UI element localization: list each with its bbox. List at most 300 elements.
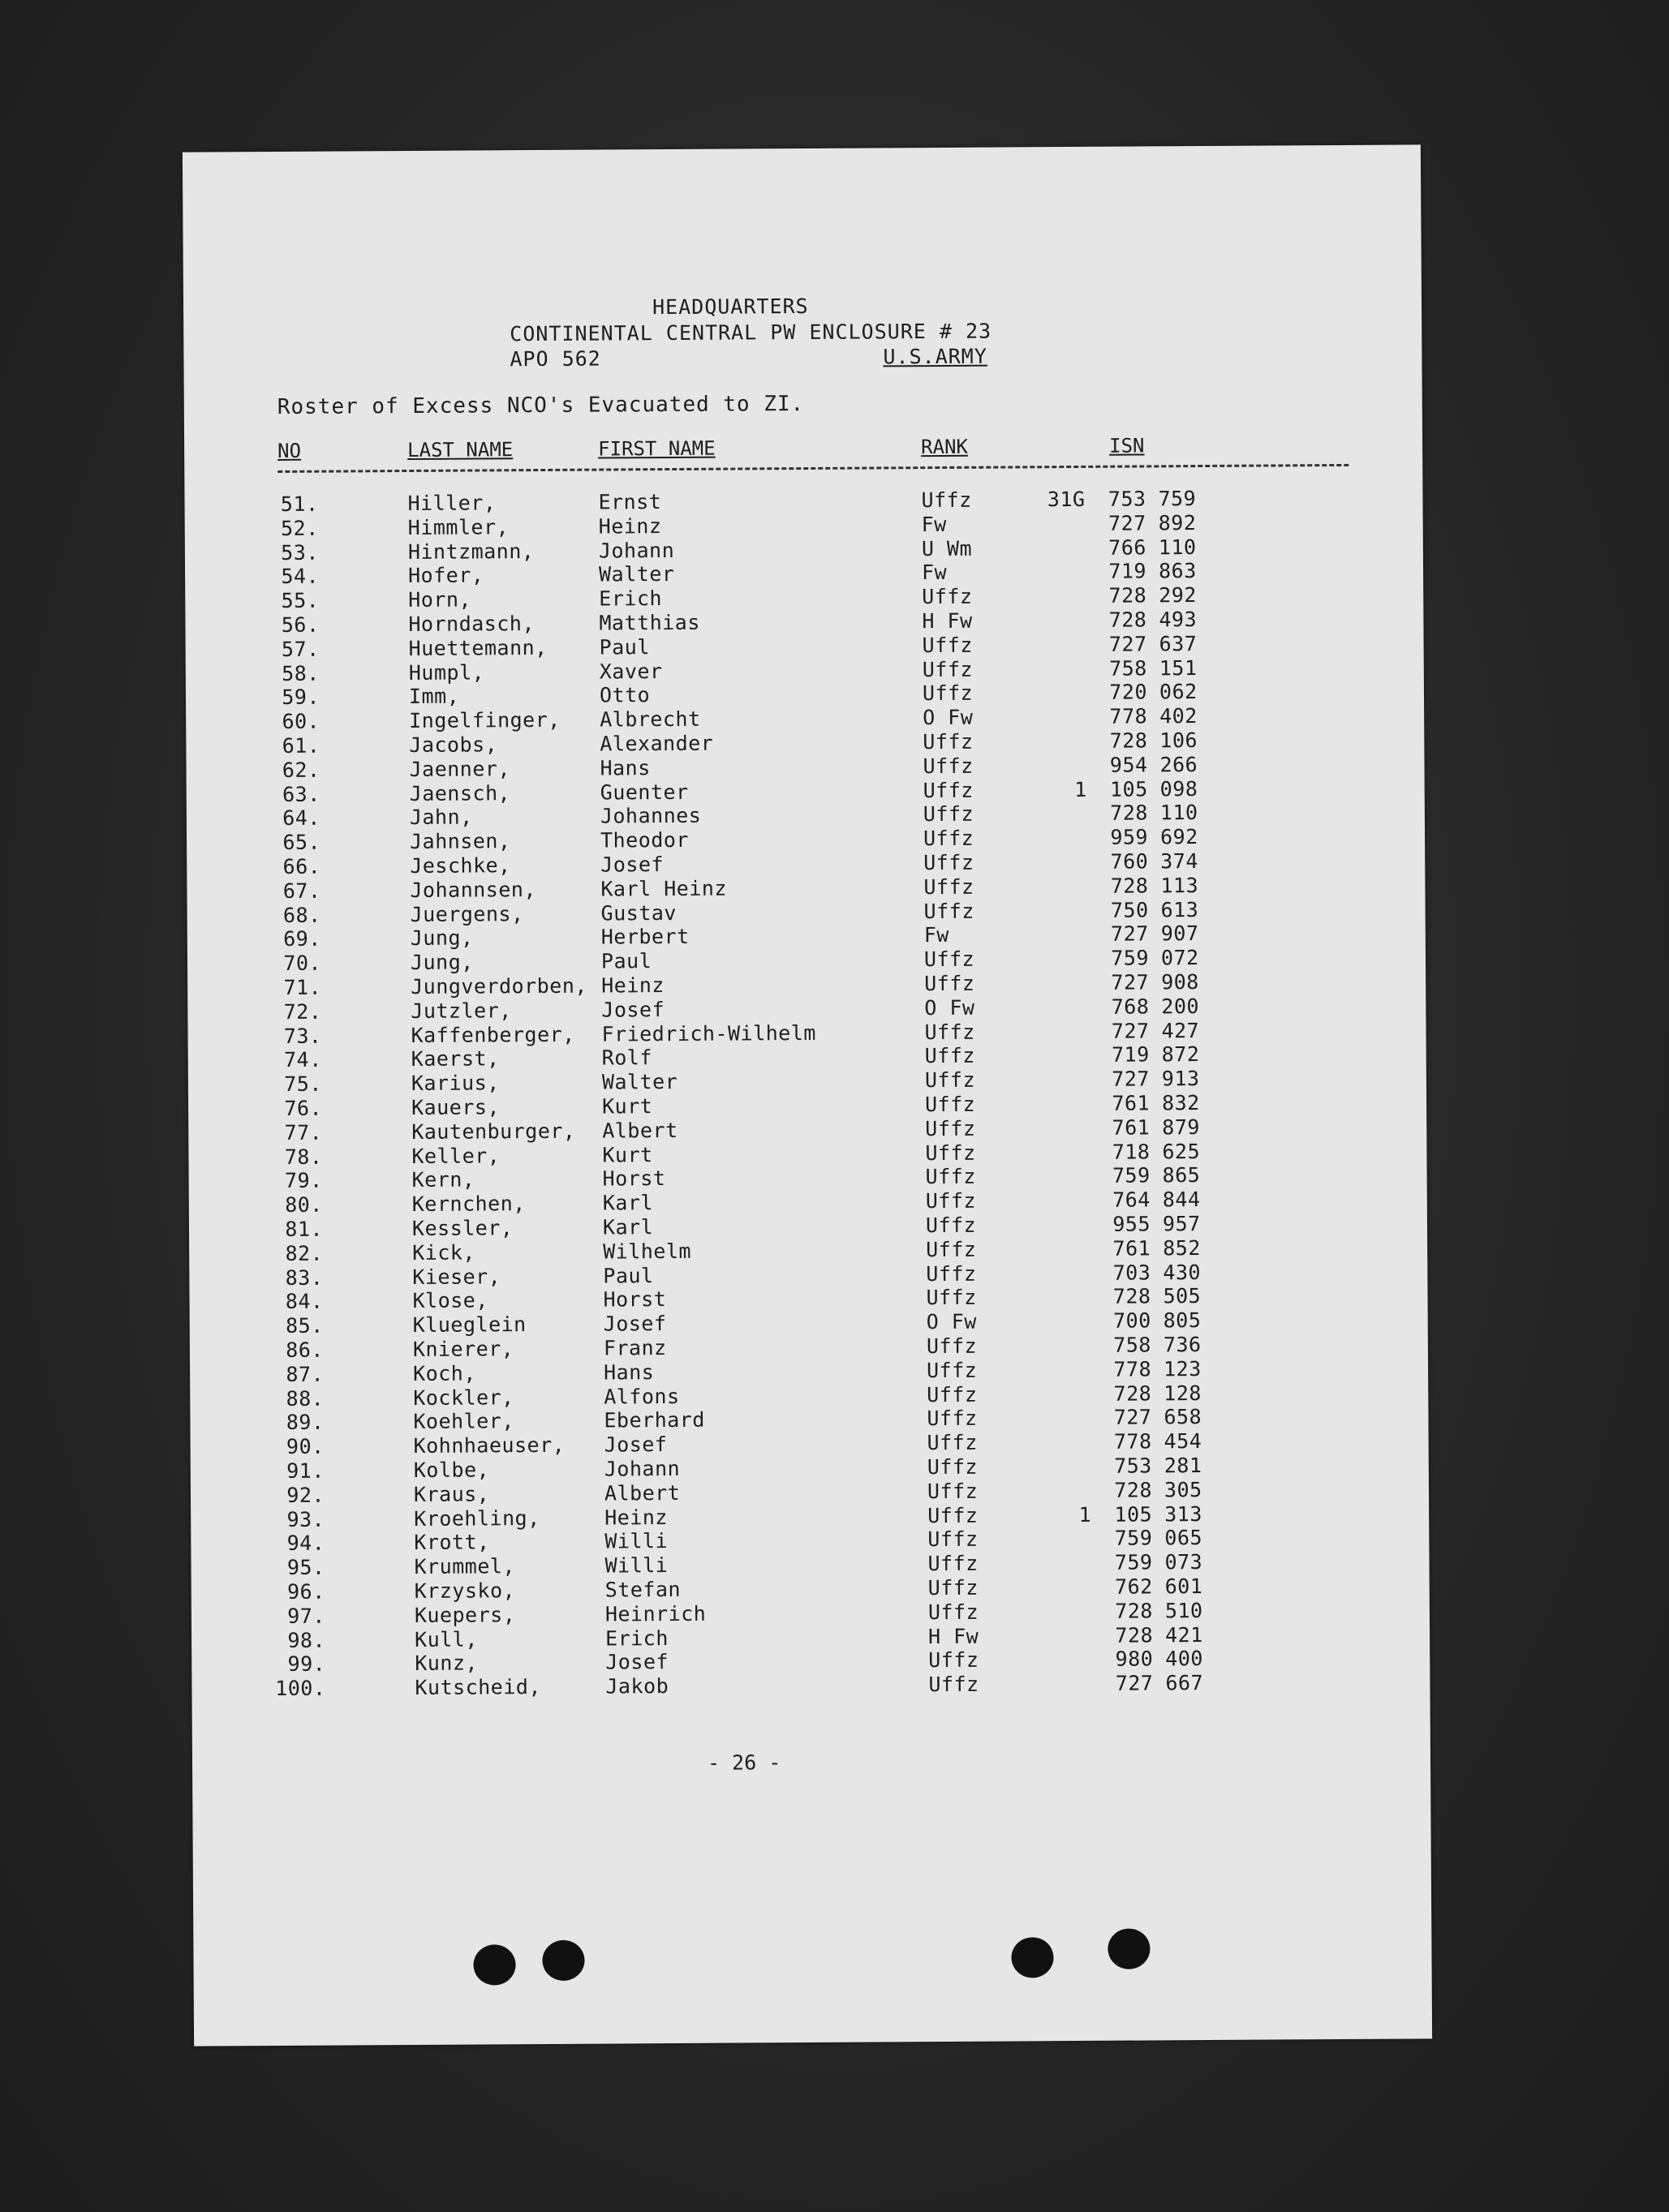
rank: Uffz [926,1261,977,1286]
last-name: Kessler, [411,1216,514,1240]
rank: Uffz [925,1116,976,1140]
first-name: Eberhard [604,1408,705,1432]
row-number: 91. [286,1458,325,1483]
last-name: Hiller, [407,491,497,515]
row-number: 86. [286,1338,324,1362]
isn-part-2: 865 [1162,1163,1201,1188]
row-number: 90. [286,1434,325,1459]
isn-part-2: 625 [1162,1139,1201,1163]
isn-part-2: 374 [1160,849,1198,874]
row-number: 70. [283,951,322,976]
first-name: Horst [602,1166,666,1191]
rank: Uffz [925,1188,977,1213]
rank: Uffz [925,1213,977,1238]
row-number: 77. [284,1120,323,1145]
last-name: Krummel, [414,1554,516,1579]
first-name: Alexander [600,731,714,756]
last-name: Koch, [412,1361,476,1385]
last-name: Jutzler, [411,999,512,1023]
row-number: 72. [283,999,322,1024]
first-name: Albrecht [600,707,701,732]
isn-part-2: 601 [1164,1574,1203,1599]
first-name: Heinz [604,1505,669,1530]
first-name: Karl [602,1215,654,1239]
isn-part-1: 778 [1113,1357,1152,1381]
first-name: Theodor [600,828,690,853]
isn-part-1: 768 [1111,994,1150,1019]
first-name: Paul [600,949,652,973]
row-number: 79. [284,1169,323,1193]
rank: Uffz [927,1479,979,1503]
header-line-apo: APO 562 [510,346,601,372]
last-name: Kraus, [413,1482,490,1506]
rank: Uffz [926,1286,977,1310]
row-number: 81. [285,1217,324,1241]
row-number: 59. [282,685,320,710]
first-name: Heinrich [604,1601,707,1626]
isn-part-2: 106 [1159,728,1198,753]
row-number: 68. [282,903,321,927]
isn-part-1: 105 [1114,1502,1153,1527]
row-number: 56. [281,612,320,637]
isn-part-1: 728 [1109,728,1148,753]
row-number: 74. [283,1048,322,1072]
isn-part-1: 728 [1108,583,1147,608]
last-name: Jungverdorben, [411,973,587,999]
isn-part-2: 832 [1161,1091,1200,1115]
row-number: 78. [284,1145,323,1169]
first-name: Willi [604,1529,669,1553]
isn-part-1: 720 [1109,680,1148,705]
row-number: 96. [286,1579,325,1604]
isn-part-1: 728 [1113,1381,1152,1406]
rank: Fw [921,561,948,585]
isn-part-2: 658 [1164,1405,1202,1429]
row-number: 60. [282,709,320,734]
last-name: Kern, [411,1167,475,1192]
isn-part-1: 954 [1109,753,1148,777]
row-number: 67. [282,878,321,903]
first-name: Wilhelm [603,1239,692,1264]
rank: H Fw [927,1624,979,1648]
first-name: Albert [602,1118,678,1143]
rank: Fw [923,923,949,947]
last-name: Jung, [410,926,474,951]
isn-part-1: 764 [1112,1188,1151,1212]
last-name: Kernchen, [411,1192,526,1217]
row-number: 80. [285,1192,323,1218]
isn-part-1: 718 [1112,1140,1151,1164]
rank: Uffz [927,1430,978,1455]
row-number: 84. [285,1290,324,1314]
first-name: Kurt [602,1142,653,1167]
isn-part-1: 727 [1108,632,1147,656]
isn-part-1: 959 [1110,825,1149,849]
first-name: Kurt [601,1094,653,1119]
isn-part-2: 957 [1162,1212,1201,1236]
isn-part-1: 761 [1112,1091,1151,1115]
row-number: 55. [281,588,320,613]
isn-part-2: 872 [1161,1042,1200,1067]
first-name: Hans [603,1359,655,1385]
first-name: Ernst [598,490,662,514]
rank: Uffz [927,1600,979,1624]
last-name: Johannsen, [410,877,537,902]
rank: Uffz [924,1092,976,1117]
last-name: Klose, [412,1288,488,1313]
last-name: Huettemann, [408,635,548,660]
isn-prefix: 1 [1074,777,1087,801]
isn-part-1: 728 [1108,608,1147,632]
last-name: Juergens, [410,901,524,926]
row-number: 52. [280,516,319,540]
rank: Uffz [923,778,974,802]
isn-part-1: 758 [1109,656,1147,681]
last-name: Kolbe, [413,1458,490,1482]
header-line-hq: HEADQUARTERS [652,294,809,320]
first-name: Willi [604,1553,669,1578]
first-name: Karl [602,1191,654,1215]
rank: U Wm [921,536,973,561]
isn-part-2: 637 [1159,631,1198,656]
row-number: 76. [284,1096,323,1120]
rank: Uffz [923,729,974,754]
row-number: 97. [287,1604,325,1628]
isn-part-1: 759 [1112,1163,1151,1188]
last-name: Horn, [408,587,472,612]
isn-part-2: 805 [1163,1308,1202,1333]
column-header-no: NO [277,439,302,462]
isn-part-2: 151 [1159,655,1198,680]
last-name: Horndasch, [408,612,536,636]
isn-part-1: 728 [1110,874,1149,898]
first-name: Erich [604,1626,669,1651]
isn-part-2: 292 [1159,583,1197,608]
last-name: Kautenburger, [411,1119,576,1144]
rank: Uffz [927,1551,979,1576]
rank: Uffz [926,1358,978,1382]
isn-part-2: 613 [1160,897,1199,921]
isn-part-1: 727 [1111,1019,1150,1043]
row-number: 88. [286,1386,325,1411]
rank: Uffz [922,681,974,706]
last-name: Kroehling, [414,1505,540,1531]
isn-part-1: 766 [1108,535,1146,560]
first-name: Stefan [604,1577,682,1602]
isn-part-2: 454 [1164,1429,1202,1454]
first-name: Gustav [600,900,677,926]
isn-part-1: 728 [1115,1623,1154,1647]
first-name: Josef [603,1312,667,1336]
row-number: 92. [286,1483,325,1507]
isn-part-2: 098 [1159,776,1198,801]
isn-part-1: 727 [1112,1067,1150,1091]
isn-part-1: 753 [1114,1454,1152,1478]
row-number: 87. [286,1362,325,1386]
first-name: Otto [599,683,651,707]
rank: Uffz [924,1044,976,1068]
rank: Uffz [924,1020,975,1044]
last-name: Kockler, [413,1385,514,1410]
last-name: Jahn, [409,805,473,830]
last-name: Jung, [410,950,474,975]
isn-part-1: 727 [1111,921,1149,947]
first-name: Guenter [600,780,689,805]
row-number: 61. [282,733,320,758]
isn-part-2: 759 [1158,487,1197,511]
first-name: Walter [601,1070,678,1094]
isn-part-1: 719 [1111,1042,1150,1067]
rank: Uffz [923,899,974,923]
row-number: 89. [286,1411,325,1435]
rank: Uffz [927,1503,979,1527]
first-name: Karl Heinz [600,876,728,901]
rank: Uffz [923,850,974,875]
last-name: Kunz, [415,1651,479,1676]
isn-part-2: 892 [1158,510,1197,535]
isn-part-2: 493 [1159,608,1198,632]
last-name: Kieser, [412,1264,501,1289]
first-name: Alfons [604,1384,680,1409]
isn-part-1: 703 [1112,1261,1151,1285]
column-header-first-name: FIRST NAME [598,436,716,461]
row-number: 58. [282,661,320,685]
last-name: Ingelfinger, [409,708,561,733]
row-number: 98. [287,1628,326,1652]
isn-part-2: 505 [1163,1284,1202,1308]
column-header-last-name: LAST NAME [407,438,514,462]
rank: Uffz [926,1237,977,1261]
isn-part-1: 762 [1114,1574,1153,1599]
isn-part-2: 128 [1164,1381,1202,1405]
last-name: Karius, [411,1071,500,1096]
isn-part-2: 123 [1163,1356,1202,1381]
isn-part-1: 750 [1110,898,1149,922]
row-number: 64. [282,806,320,831]
last-name: Humpl, [408,660,485,685]
first-name: Heinz [598,513,662,539]
row-number: 51. [280,492,319,516]
isn-part-1: 728 [1115,1599,1153,1623]
last-name: Knierer, [412,1337,514,1361]
first-name: Paul [599,634,650,659]
first-name: Albert [604,1480,681,1505]
isn-part-2: 266 [1159,752,1198,777]
last-name: Jeschke, [410,853,511,878]
rank: Uffz [923,947,975,972]
row-number: 83. [285,1265,324,1290]
isn-part-2: 313 [1164,1501,1202,1526]
column-header-isn: ISN [1109,434,1145,457]
isn-part-2: 072 [1160,946,1199,970]
isn-part-2: 852 [1163,1235,1201,1261]
header-line-enclosure: CONTINENTAL CENTRAL PW ENCLOSURE # 23 [510,319,992,346]
first-name: Hans [600,755,651,780]
isn-part-1: 778 [1109,704,1148,728]
isn-part-2: 879 [1162,1115,1200,1140]
rank: O Fw [923,705,974,730]
last-name: Kohnhaeuser, [413,1433,566,1458]
isn-part-2: 427 [1161,1018,1200,1042]
rank: Uffz [927,1454,979,1480]
isn-part-2: 113 [1160,873,1199,898]
isn-part-1: 728 [1110,801,1148,826]
page-number: - 26 - [707,1750,781,1775]
first-name: Herbert [600,925,690,949]
first-name: Josef [600,853,665,877]
first-name: Rolf [601,1046,653,1070]
last-name: Hofer, [407,563,484,588]
isn-part-2: 510 [1164,1598,1203,1623]
isn-part-1: 955 [1112,1212,1151,1236]
isn-part-1: 980 [1115,1647,1154,1672]
punch-hole [1108,1928,1150,1969]
rank: Uffz [923,754,974,778]
roster-title: Roster of Excess NCO's Evacuated to ZI. [277,392,805,419]
isn-part-1: 727 [1113,1405,1152,1430]
last-name: Kick, [412,1240,476,1265]
first-name: Walter [598,562,675,586]
isn-prefix: 31G [1047,487,1086,512]
rank: Uffz [924,971,975,996]
rank: Uffz [921,487,972,513]
roster-table [184,485,1422,1701]
rank: H Fw [922,608,973,634]
last-name: Krott, [414,1530,490,1555]
row-number: 85. [285,1313,324,1338]
last-name: Jacobs, [409,732,498,757]
row-number: 75. [284,1072,322,1097]
rank: Uffz [923,802,974,827]
row-number: 82. [285,1241,324,1265]
isn-part-2: 863 [1158,559,1197,583]
last-name: Kutscheid, [415,1675,542,1700]
row-number: 99. [287,1652,326,1677]
isn-part-2: 913 [1161,1067,1200,1091]
row-number: 95. [286,1555,325,1580]
header-line-army: U.S.ARMY [883,344,987,369]
isn-part-1: 759 [1111,946,1150,970]
first-name: Johann [604,1456,681,1481]
isn-part-1: 753 [1108,487,1146,511]
first-name: Erich [599,586,663,611]
isn-part-1: 719 [1108,559,1147,584]
isn-part-1: 727 [1108,511,1146,535]
isn-part-1: 727 [1111,970,1150,994]
isn-part-1: 728 [1112,1284,1151,1309]
isn-part-1: 700 [1112,1308,1151,1333]
first-name: Paul [603,1263,654,1288]
isn-part-1: 728 [1114,1478,1153,1502]
isn-part-2: 736 [1163,1333,1202,1357]
first-name: Johann [598,538,675,563]
last-name: Hintzmann, [407,539,535,564]
row-number: 94. [286,1531,325,1556]
isn-part-1: 758 [1113,1333,1151,1357]
row-number: 66. [282,854,321,878]
isn-part-2: 110 [1159,801,1198,825]
isn-part-2: 421 [1164,1622,1203,1647]
rank: Fw [921,512,947,536]
last-name: Kuepers, [414,1603,516,1627]
isn-part-2: 281 [1164,1454,1202,1478]
row-number: 63. [282,782,320,806]
isn-part-1: 761 [1112,1115,1151,1140]
row-number: 62. [282,758,320,782]
first-name: Franz [603,1336,667,1360]
rank: Uffz [927,1407,978,1431]
row-number: 73. [283,1024,322,1048]
last-name: Kaffenberger, [411,1022,575,1047]
rank: Uffz [922,657,974,681]
first-name: Matthias [599,610,700,635]
isn-part-2: 065 [1164,1526,1203,1550]
row-number: 57. [281,637,320,661]
isn-part-2: 908 [1161,970,1199,994]
rank: O Fw [926,1309,978,1334]
last-name: Klueglein [412,1312,527,1338]
last-name: Himmler, [407,515,510,539]
document-page [183,144,1432,2046]
rank: Uffz [928,1648,979,1673]
isn-part-1: 761 [1112,1236,1151,1261]
punch-hole [1011,1937,1053,1978]
last-name: Kauers, [411,1095,501,1119]
isn-part-2: 430 [1163,1260,1202,1284]
row-number: 100. [275,1676,326,1701]
rank: Uffz [923,826,974,851]
isn-part-2: 400 [1165,1647,1203,1671]
isn-part-2: 110 [1158,535,1197,559]
isn-part-2: 305 [1164,1477,1202,1502]
row-number: 54. [281,565,320,589]
isn-part-1: 759 [1114,1526,1153,1551]
rank: Uffz [928,1672,979,1697]
isn-part-2: 402 [1159,704,1198,728]
rank: Uffz [922,633,973,657]
last-name: Imm, [408,685,460,709]
isn-part-2: 692 [1159,825,1198,849]
isn-part-2: 667 [1165,1671,1204,1695]
rank: O Fw [924,995,975,1020]
last-name: Koehler, [413,1409,514,1434]
last-name: Kaerst, [411,1046,500,1072]
rank: Uffz [927,1575,979,1600]
rank: Uffz [927,1527,979,1552]
first-name: Heinz [601,973,665,998]
rank: Uffz [926,1334,978,1359]
isn-part-1: 727 [1115,1671,1154,1695]
last-name: Kull, [414,1627,478,1651]
first-name: Josef [604,1432,668,1457]
last-name: Jaensch, [409,780,511,805]
last-name: Jahnsen, [409,829,511,854]
last-name: Krzysko, [414,1578,516,1603]
isn-prefix: 1 [1078,1502,1092,1527]
column-header-rank: RANK [921,435,969,459]
first-name: Josef [601,997,665,1022]
first-name: Friedrich-Wilhelm [601,1020,816,1046]
isn-part-2: 844 [1162,1188,1201,1212]
row-number: 71. [283,975,322,999]
last-name: Jaenner, [409,757,511,781]
first-name: Johannes [600,804,702,828]
row-number: 69. [283,927,321,951]
rank: Uffz [925,1140,976,1165]
isn-part-1: 778 [1113,1429,1152,1454]
last-name: Keller, [411,1143,501,1168]
first-name: Horst [603,1287,667,1312]
